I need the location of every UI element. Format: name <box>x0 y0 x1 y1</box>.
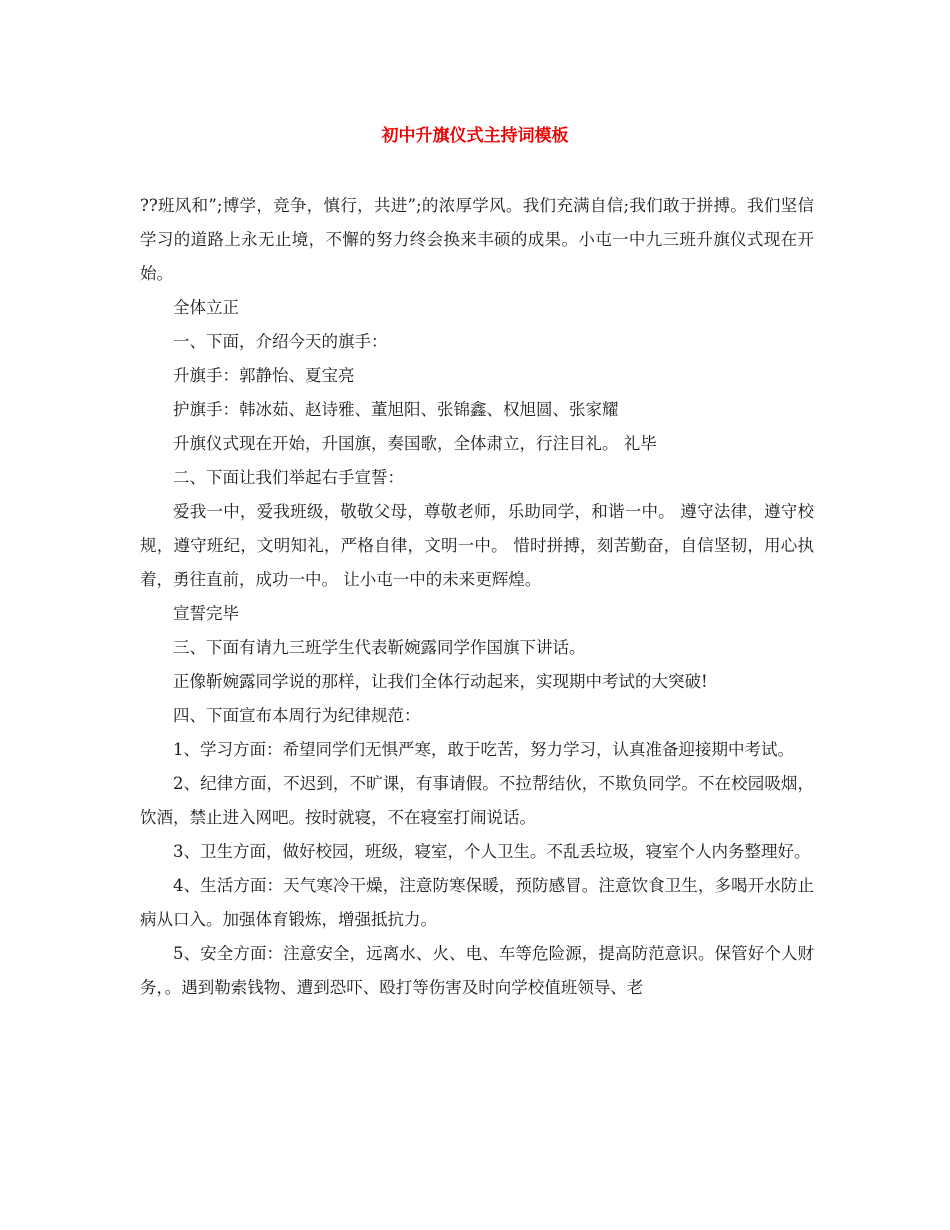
paragraph-speech-intro: 三、下面有请九三班学生代表靳婉露同学作国旗下讲话。 <box>173 638 586 657</box>
paragraph-oath: 爱我一中，爱我班级，敬敬父母，尊敬老师，乐助同学，和谐一中。 遵守法律，遵守校规，遵守班纪，文明知礼，严格自律，文明一中。 惜时拼搏，刻苦勤奋，自信坚韧，用心执着，勇往直前，成功一中。 让小屯一中的未来更辉煌。 <box>140 502 814 589</box>
document-body <box>140 189 814 1005</box>
paragraph-rule-discipline: 2、纪律方面，不迟到，不旷课，有事请假。不拉帮结伙，不欺负同学。不在校园吸烟，饮酒，禁止进入网吧。按时就寝，不在寝室打闹说话。 <box>140 774 814 827</box>
paragraph-attention: 全体立正 <box>173 298 239 317</box>
paragraph-rule-life: 4、生活方面：天气寒冷干燥，注意防寒保暖，预防感冒。注意饮食卫生，多喝开水防止病从口入。加强体育锻炼，增强抵抗力。 <box>140 876 814 929</box>
paragraph-rule-safety: 5、安全方面：注意安全，远离水、火、电、车等危险源，提高防范意识。保管好个人财务，。遇到勒索钱物、遭到恐吓、殴打等伤害及时向学校值班领导、老 <box>140 944 814 997</box>
document-title: 初中升旗仪式主持词模板 <box>381 126 569 146</box>
paragraph-flag-raisers: 升旗手：郭静怡、夏宝亮 <box>173 366 355 385</box>
paragraph-rules-intro: 四、下面宣布本周行为纪律规范： <box>173 706 421 725</box>
paragraph-speech-response: 正像靳婉露同学说的那样，让我们全体行动起来，实现期中考试的大突破! <box>173 672 708 691</box>
paragraph-oath-end: 宣誓完毕 <box>173 604 239 623</box>
paragraph-oath-intro: 二、下面让我们举起右手宣誓： <box>173 468 404 487</box>
paragraph-flag-guards: 护旗手：韩冰茹、赵诗雅、董旭阳、张锦鑫、权旭圆、张家耀 <box>173 400 619 419</box>
paragraph-ceremony-start: 升旗仪式现在开始，升国旗，奏国歌，全体肃立，行注目礼。 礼毕 <box>173 434 657 453</box>
paragraph-rule-hygiene: 3、卫生方面，做好校园，班级，寝室，个人卫生。不乱丢垃圾，寝室个人内务整理好。 <box>173 842 811 861</box>
paragraph-intro: ??班风和”;博学，竞争，慎行，共进”;的浓厚学风。我们充满自信;我们敢于拼搏。我们坚信学习的道路上永无止境，不懈的努力终会换来丰硕的成果。小屯一中九三班升旗仪式现在开始。 <box>140 196 814 283</box>
paragraph-flag-bearers-intro: 一、下面，介绍今天的旗手： <box>173 332 388 351</box>
paragraph-rule-study: 1、学习方面：希望同学们无惧严寒，敢于吃苦，努力学习，认真准备迎接期中考试。 <box>173 740 794 759</box>
